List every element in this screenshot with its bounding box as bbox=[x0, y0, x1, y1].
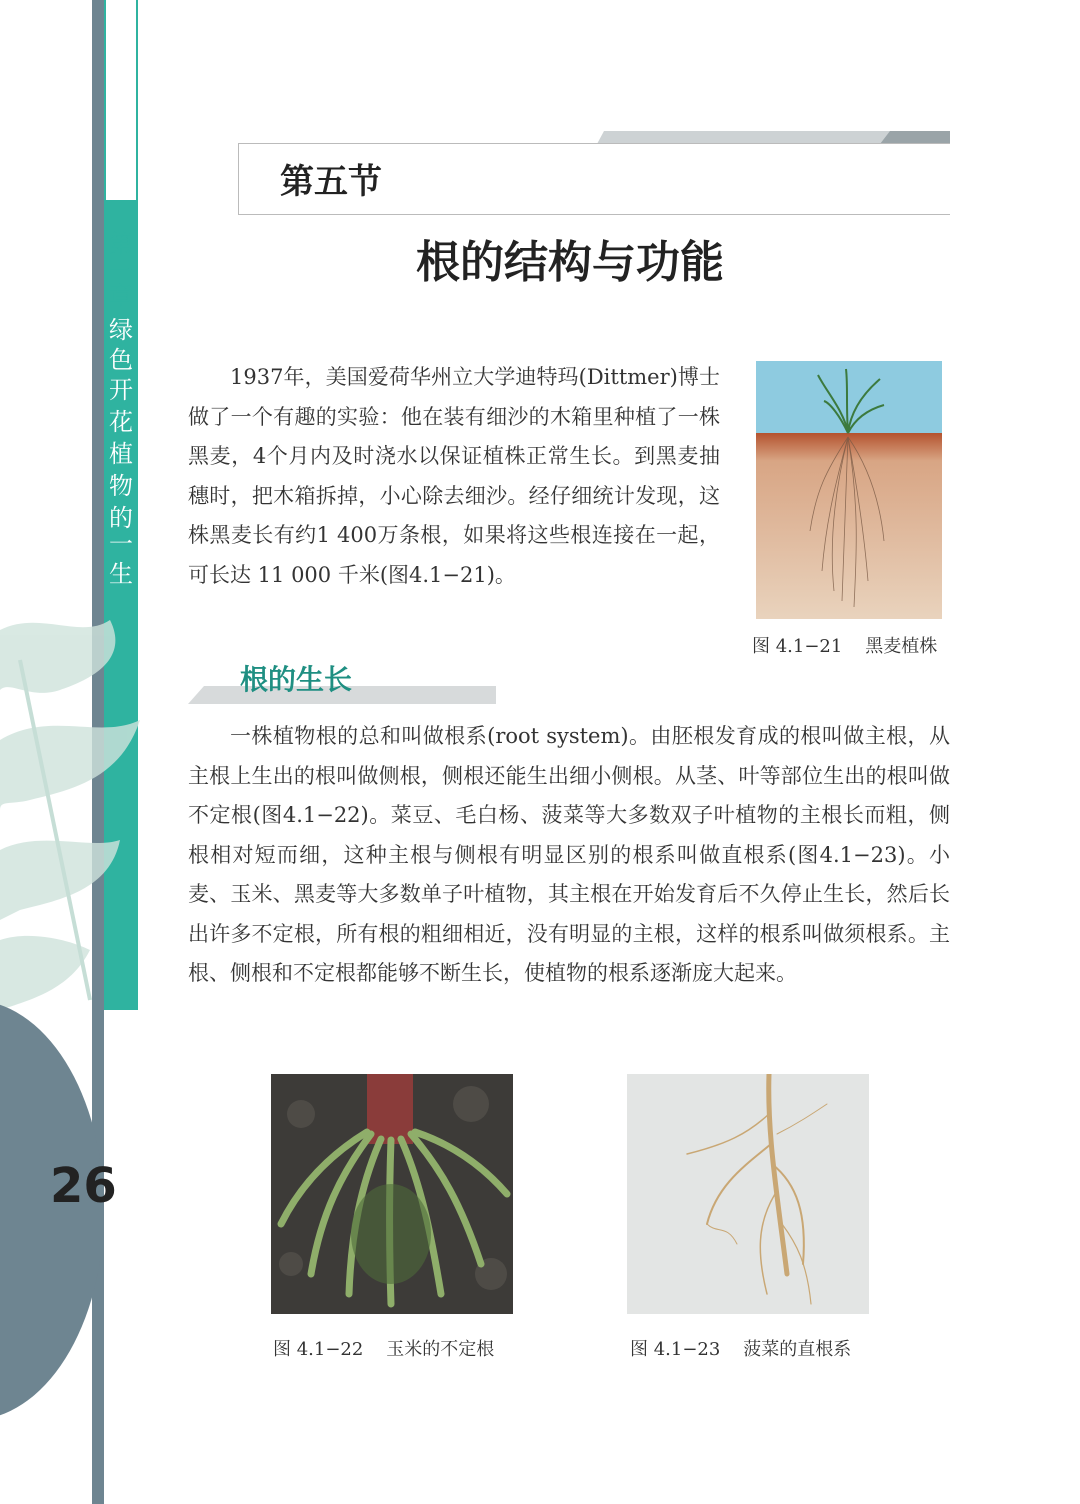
chapter-title-char: 的 bbox=[109, 504, 133, 532]
chapter-title-char: 物 bbox=[109, 472, 133, 500]
chapter-title-char: 植 bbox=[109, 440, 133, 468]
rye-figure-caption: 图 4.1−21 黑麦植株 bbox=[752, 636, 938, 657]
chapter-title-char: 一 bbox=[109, 530, 133, 558]
corn-roots-figure bbox=[271, 1074, 513, 1314]
chapter-band-top bbox=[104, 0, 138, 200]
chapter-char: 章 bbox=[109, 282, 133, 310]
page-number: 26 bbox=[50, 1158, 117, 1214]
chapter-char: 第 bbox=[109, 230, 133, 258]
section-label: 第五节 bbox=[280, 162, 382, 202]
spinach-figure-caption: 图 4.1−23 菠菜的直根系 bbox=[630, 1339, 852, 1360]
chapter-title-char: 开 bbox=[109, 376, 133, 404]
chapter-char: 一 bbox=[109, 258, 133, 286]
chapter-title-char: 花 bbox=[109, 408, 133, 436]
intro-paragraph: 1937年，美国爱荷华州立大学迪特玛(Dittmer)博士做了一个有趣的实验：他在装有细沙的木箱里种植了一株黑麦，4个月内及时浇水以保证植株正常生长。到黑麦抽穗时，把木箱拆掉，小心除去细沙。经仔细统计发现，这株黑麦长有约1 400万条根，如果将这些根连接在一起，可长达 11 000 千米(图4.1−21)。 bbox=[188, 365, 720, 587]
chapter-title-char: 生 bbox=[109, 560, 133, 588]
leaf-watermark-image bbox=[0, 600, 160, 1020]
root-growth-paragraph: 一株植物根的总和叫做根系(root system)。由胚根发育成的根叫做主根，从主根上生出的根叫做侧根，侧根还能生出细小侧根。从茎、叶等部位生出的根叫做不定根(图4.1−22)。菜豆、毛白杨、菠菜等大多数双子叶植物的主根长而粗，侧根相对短而细，这种主根与侧根有明显区别的根系叫做直根系(图4.1−23)。小麦、玉米、黑麦等大多数单子叶植物，其主根在开始发育后不久停止生长，然后长出许多不定根，所有根的粗细相近，没有明显的主根，这样的根系叫做须根系。主根、侧根和不定根都能够不断生长，使植物的根系逐渐庞大起来。 bbox=[188, 724, 950, 985]
chapter-marker-square bbox=[113, 200, 130, 217]
chapter-title-char: 色 bbox=[109, 346, 133, 374]
corn-figure-caption: 图 4.1−22 玉米的不定根 bbox=[273, 1339, 495, 1360]
spinach-taproot-figure bbox=[627, 1074, 869, 1314]
subsection-heading: 根的生长 bbox=[240, 663, 353, 696]
chapter-title-char: 绿 bbox=[109, 316, 133, 344]
rye-plant-figure bbox=[756, 361, 942, 619]
page-title: 根的结构与功能 bbox=[416, 237, 724, 288]
